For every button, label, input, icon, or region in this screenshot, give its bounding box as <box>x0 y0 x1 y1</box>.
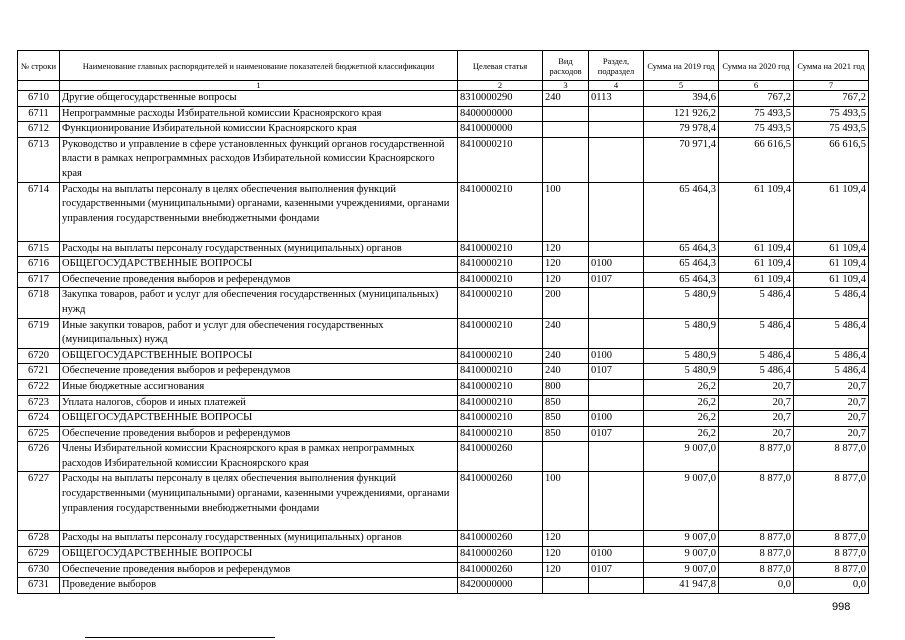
row-type <box>543 578 589 594</box>
table-row <box>18 547 869 563</box>
row-number: 6710 <box>18 91 60 107</box>
footer-divider <box>85 637 275 638</box>
row-sum-2020: 8 877,0 <box>719 562 794 578</box>
header-sum-2021: Сумма на 2021 год <box>794 51 869 81</box>
row-sum-2019: 5 480,9 <box>644 288 719 318</box>
row-sum-2019: 65 464,3 <box>644 257 719 273</box>
table-row <box>18 257 869 273</box>
table-row <box>18 288 869 318</box>
row-sum-2019: 9 007,0 <box>644 442 719 472</box>
row-type: 850 <box>543 411 589 427</box>
row-sum-2021: 20,7 <box>794 379 869 395</box>
column-number: 4 <box>589 81 644 91</box>
row-sum-2021: 20,7 <box>794 411 869 427</box>
row-name: Уплата налогов, сборов и иных платежей <box>60 395 458 411</box>
row-type: 240 <box>543 364 589 380</box>
row-target: 8410000210 <box>458 395 543 411</box>
row-number: 6729 <box>18 547 60 563</box>
column-number <box>18 81 60 91</box>
table-body <box>18 91 869 594</box>
row-sum-2021: 61 109,4 <box>794 272 869 288</box>
budget-table <box>17 50 869 594</box>
row-sum-2020: 61 109,4 <box>719 182 794 241</box>
row-target: 8410000210 <box>458 241 543 257</box>
row-sum-2020: 61 109,4 <box>719 241 794 257</box>
row-section <box>589 531 644 547</box>
row-name: Непрограммные расходы Избирательной комиссии Красноярского края <box>60 106 458 122</box>
row-target: 8410000210 <box>458 182 543 241</box>
row-section <box>589 395 644 411</box>
row-type: 850 <box>543 395 589 411</box>
row-section <box>589 318 644 348</box>
row-target: 8410000210 <box>458 348 543 364</box>
row-section <box>589 137 644 182</box>
page-number: 998 <box>832 601 851 613</box>
row-section <box>589 379 644 395</box>
row-name: Обеспечение проведения выборов и референдумов <box>60 272 458 288</box>
table-row <box>18 318 869 348</box>
row-sum-2020: 0,0 <box>719 578 794 594</box>
row-target: 8410000260 <box>458 547 543 563</box>
row-sum-2019: 9 007,0 <box>644 531 719 547</box>
table-row <box>18 411 869 427</box>
row-sum-2019: 70 971,4 <box>644 137 719 182</box>
row-type: 120 <box>543 272 589 288</box>
row-target: 8310000290 <box>458 91 543 107</box>
header-type: Вид расходов <box>543 51 589 81</box>
header-name: Наименование главных распорядителей и наименование показателей бюджетной классификации <box>60 51 458 81</box>
row-sum-2020: 5 486,4 <box>719 288 794 318</box>
row-type: 850 <box>543 426 589 442</box>
row-sum-2020: 75 493,5 <box>719 122 794 138</box>
row-type: 200 <box>543 288 589 318</box>
row-number: 6725 <box>18 426 60 442</box>
table-row <box>18 106 869 122</box>
row-type: 120 <box>543 562 589 578</box>
row-section <box>589 442 644 472</box>
table-row <box>18 472 869 531</box>
row-number: 6715 <box>18 241 60 257</box>
row-sum-2019: 121 926,2 <box>644 106 719 122</box>
row-number: 6719 <box>18 318 60 348</box>
row-number: 6728 <box>18 531 60 547</box>
row-target: 8410000210 <box>458 379 543 395</box>
row-target: 8410000210 <box>458 137 543 182</box>
row-sum-2020: 61 109,4 <box>719 272 794 288</box>
row-type: 120 <box>543 241 589 257</box>
row-sum-2019: 9 007,0 <box>644 547 719 563</box>
column-number: 1 <box>60 81 458 91</box>
table-row <box>18 379 869 395</box>
row-name: Члены Избирательной комиссии Красноярского края в рамках непрограммных расходов Избирательной комиссии Красноярского края <box>60 442 458 472</box>
row-name: Расходы на выплаты персоналу в целях обеспечения выполнения функций государственными (муниципальными) органами, казенными учреждениями, органами управления государственными внебюджетными фондами <box>60 472 458 531</box>
row-number: 6716 <box>18 257 60 273</box>
row-name: ОБЩЕГОСУДАРСТВЕННЫЕ ВОПРОСЫ <box>60 257 458 273</box>
row-number: 6727 <box>18 472 60 531</box>
row-type: 120 <box>543 257 589 273</box>
row-target: 8410000260 <box>458 442 543 472</box>
table-row <box>18 137 869 182</box>
row-number: 6714 <box>18 182 60 241</box>
row-target: 8410000210 <box>458 318 543 348</box>
row-sum-2021: 20,7 <box>794 426 869 442</box>
table-row <box>18 182 869 241</box>
row-sum-2019: 26,2 <box>644 411 719 427</box>
row-sum-2021: 66 616,5 <box>794 137 869 182</box>
row-name: Иные закупки товаров, работ и услуг для обеспечения государственных (муниципальных) нужд <box>60 318 458 348</box>
row-section <box>589 578 644 594</box>
row-target: 8410000260 <box>458 531 543 547</box>
row-sum-2020: 66 616,5 <box>719 137 794 182</box>
row-number: 6713 <box>18 137 60 182</box>
row-section <box>589 106 644 122</box>
column-number: 5 <box>644 81 719 91</box>
row-section: 0107 <box>589 364 644 380</box>
row-sum-2020: 20,7 <box>719 395 794 411</box>
table-row <box>18 395 869 411</box>
row-sum-2020: 20,7 <box>719 426 794 442</box>
table-row <box>18 531 869 547</box>
row-number: 6724 <box>18 411 60 427</box>
column-number: 7 <box>794 81 869 91</box>
row-type: 240 <box>543 318 589 348</box>
row-number: 6722 <box>18 379 60 395</box>
row-name: Иные бюджетные ассигнования <box>60 379 458 395</box>
row-section: 0107 <box>589 562 644 578</box>
row-sum-2019: 5 480,9 <box>644 364 719 380</box>
row-sum-2019: 5 480,9 <box>644 318 719 348</box>
table-row <box>18 364 869 380</box>
row-name: Обеспечение проведения выборов и референдумов <box>60 562 458 578</box>
row-section: 0100 <box>589 547 644 563</box>
row-target: 8410000210 <box>458 257 543 273</box>
row-number: 6723 <box>18 395 60 411</box>
row-sum-2020: 5 486,4 <box>719 348 794 364</box>
row-sum-2020: 20,7 <box>719 379 794 395</box>
row-target: 8410000000 <box>458 122 543 138</box>
row-type <box>543 137 589 182</box>
row-type: 120 <box>543 547 589 563</box>
row-number: 6726 <box>18 442 60 472</box>
row-sum-2019: 394,6 <box>644 91 719 107</box>
column-number-row <box>18 81 869 91</box>
row-target: 8410000210 <box>458 288 543 318</box>
row-name: Проведение выборов <box>60 578 458 594</box>
row-type: 240 <box>543 348 589 364</box>
row-type <box>543 442 589 472</box>
row-section <box>589 122 644 138</box>
row-sum-2020: 8 877,0 <box>719 442 794 472</box>
row-target: 8410000210 <box>458 426 543 442</box>
row-target: 8410000210 <box>458 272 543 288</box>
row-name: Другие общегосударственные вопросы <box>60 91 458 107</box>
row-target: 8410000260 <box>458 472 543 531</box>
row-section: 0107 <box>589 272 644 288</box>
row-target: 8410000260 <box>458 562 543 578</box>
row-sum-2019: 9 007,0 <box>644 562 719 578</box>
row-sum-2021: 8 877,0 <box>794 472 869 531</box>
row-sum-2021: 20,7 <box>794 395 869 411</box>
row-sum-2019: 26,2 <box>644 395 719 411</box>
row-sum-2021: 5 486,4 <box>794 348 869 364</box>
table-row <box>18 426 869 442</box>
row-name: ОБЩЕГОСУДАРСТВЕННЫЕ ВОПРОСЫ <box>60 348 458 364</box>
row-target: 8400000000 <box>458 106 543 122</box>
row-target: 8410000210 <box>458 411 543 427</box>
row-number: 6721 <box>18 364 60 380</box>
column-number: 6 <box>719 81 794 91</box>
row-name: Расходы на выплаты персоналу в целях обеспечения выполнения функций государственными (муниципальными) органами, казенными учреждениями, органами управления государственными внебюджетными фондами <box>60 182 458 241</box>
row-type: 800 <box>543 379 589 395</box>
row-sum-2021: 8 877,0 <box>794 442 869 472</box>
row-type: 240 <box>543 91 589 107</box>
row-section <box>589 241 644 257</box>
row-sum-2020: 767,2 <box>719 91 794 107</box>
row-type <box>543 106 589 122</box>
row-section <box>589 288 644 318</box>
row-target: 8410000210 <box>458 364 543 380</box>
table-row <box>18 442 869 472</box>
row-sum-2020: 75 493,5 <box>719 106 794 122</box>
row-sum-2020: 5 486,4 <box>719 318 794 348</box>
column-number: 3 <box>543 81 589 91</box>
row-sum-2021: 8 877,0 <box>794 531 869 547</box>
row-number: 6720 <box>18 348 60 364</box>
row-type: 100 <box>543 182 589 241</box>
row-section <box>589 182 644 241</box>
row-sum-2019: 79 978,4 <box>644 122 719 138</box>
row-sum-2020: 8 877,0 <box>719 547 794 563</box>
row-number: 6712 <box>18 122 60 138</box>
row-type: 120 <box>543 531 589 547</box>
row-sum-2021: 61 109,4 <box>794 257 869 273</box>
row-number: 6730 <box>18 562 60 578</box>
table-row <box>18 348 869 364</box>
row-section: 0107 <box>589 426 644 442</box>
header-sum-2020: Сумма на 2020 год <box>719 51 794 81</box>
row-sum-2019: 26,2 <box>644 426 719 442</box>
row-sum-2019: 65 464,3 <box>644 241 719 257</box>
row-name: Обеспечение проведения выборов и референдумов <box>60 364 458 380</box>
row-sum-2021: 61 109,4 <box>794 182 869 241</box>
row-sum-2019: 41 947,8 <box>644 578 719 594</box>
row-name: ОБЩЕГОСУДАРСТВЕННЫЕ ВОПРОСЫ <box>60 547 458 563</box>
row-sum-2020: 5 486,4 <box>719 364 794 380</box>
row-sum-2019: 9 007,0 <box>644 472 719 531</box>
row-name: Закупка товаров, работ и услуг для обеспечения государственных (муниципальных) нужд <box>60 288 458 318</box>
row-number: 6711 <box>18 106 60 122</box>
row-sum-2021: 5 486,4 <box>794 288 869 318</box>
row-section: 0100 <box>589 257 644 273</box>
header-target: Целевая статья <box>458 51 543 81</box>
row-name: Функционирование Избирательной комиссии Красноярского края <box>60 122 458 138</box>
column-number: 2 <box>458 81 543 91</box>
table-row <box>18 241 869 257</box>
row-section <box>589 472 644 531</box>
header-sum-2019: Сумма на 2019 год <box>644 51 719 81</box>
row-sum-2019: 26,2 <box>644 379 719 395</box>
row-sum-2020: 61 109,4 <box>719 257 794 273</box>
row-sum-2021: 0,0 <box>794 578 869 594</box>
row-name: Расходы на выплаты персоналу государственных (муниципальных) органов <box>60 241 458 257</box>
row-sum-2021: 8 877,0 <box>794 562 869 578</box>
row-sum-2021: 5 486,4 <box>794 364 869 380</box>
row-name: ОБЩЕГОСУДАРСТВЕННЫЕ ВОПРОСЫ <box>60 411 458 427</box>
table-row <box>18 578 869 594</box>
header-row-no: № строки <box>18 51 60 81</box>
row-sum-2020: 20,7 <box>719 411 794 427</box>
table-row <box>18 122 869 138</box>
row-type: 100 <box>543 472 589 531</box>
row-number: 6717 <box>18 272 60 288</box>
row-name: Расходы на выплаты персоналу государственных (муниципальных) органов <box>60 531 458 547</box>
row-sum-2019: 5 480,9 <box>644 348 719 364</box>
row-section: 0100 <box>589 411 644 427</box>
table-row <box>18 562 869 578</box>
row-sum-2020: 8 877,0 <box>719 531 794 547</box>
row-sum-2020: 8 877,0 <box>719 472 794 531</box>
row-target: 8420000000 <box>458 578 543 594</box>
row-sum-2021: 75 493,5 <box>794 106 869 122</box>
row-sum-2019: 65 464,3 <box>644 272 719 288</box>
row-name: Обеспечение проведения выборов и референдумов <box>60 426 458 442</box>
row-type <box>543 122 589 138</box>
table-header-row <box>18 51 869 81</box>
row-number: 6718 <box>18 288 60 318</box>
row-sum-2019: 65 464,3 <box>644 182 719 241</box>
table-row <box>18 91 869 107</box>
row-sum-2021: 75 493,5 <box>794 122 869 138</box>
row-section: 0113 <box>589 91 644 107</box>
row-sum-2021: 5 486,4 <box>794 318 869 348</box>
row-name: Руководство и управление в сфере установленных функций органов государственной власти в рамках непрограммных расходов Избирательной комиссии Красноярского края <box>60 137 458 182</box>
header-section: Раздел, подраздел <box>589 51 644 81</box>
row-sum-2021: 767,2 <box>794 91 869 107</box>
row-sum-2021: 61 109,4 <box>794 241 869 257</box>
row-sum-2021: 8 877,0 <box>794 547 869 563</box>
table-row <box>18 272 869 288</box>
row-section: 0100 <box>589 348 644 364</box>
row-number: 6731 <box>18 578 60 594</box>
